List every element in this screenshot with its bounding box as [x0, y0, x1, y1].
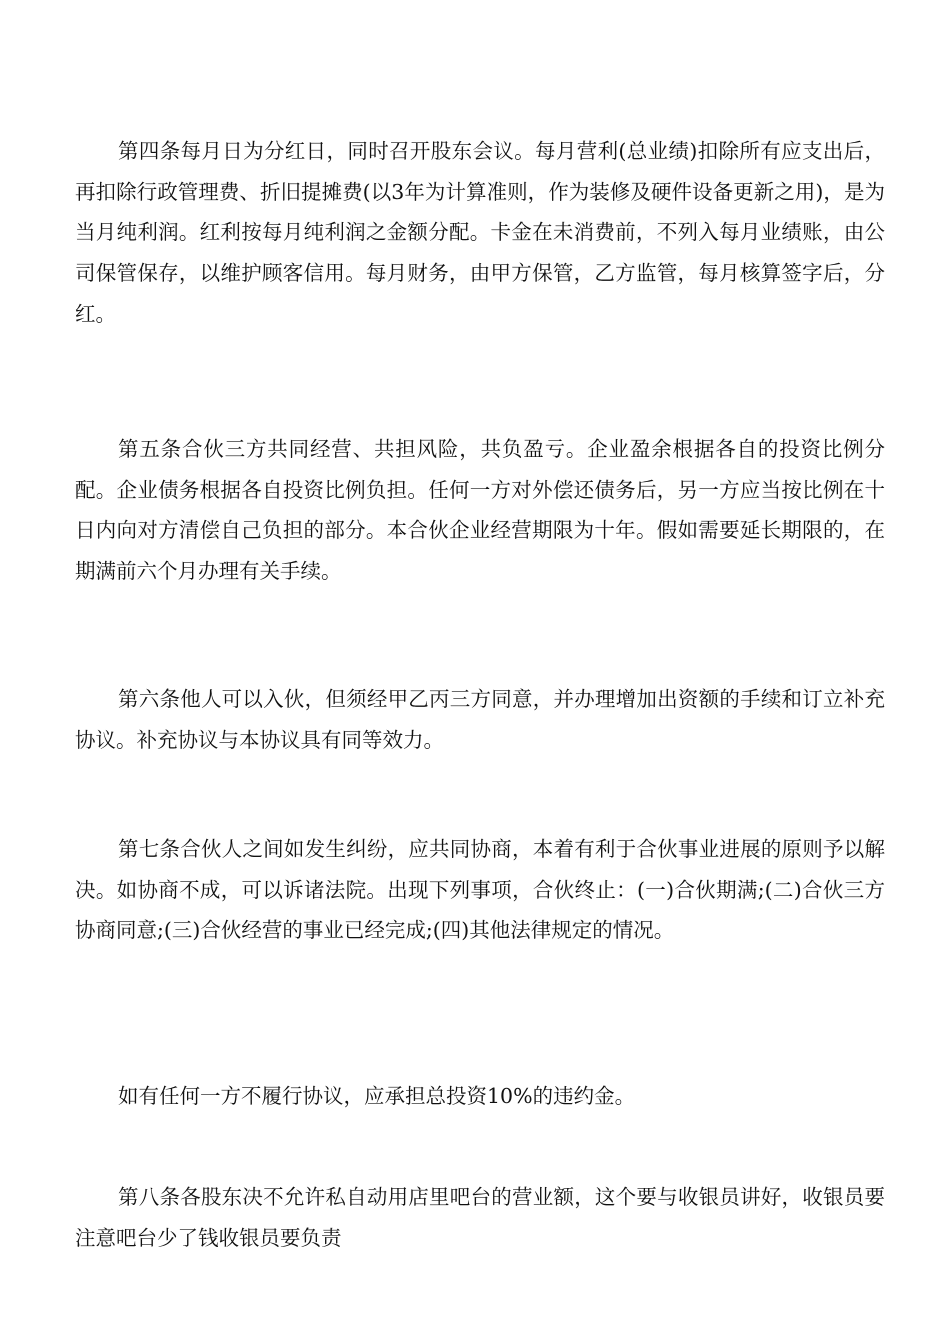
article-7-paragraph: 第七条合伙人之间如发生纠纷，应共同协商，本着有利于合伙事业进展的原则予以解决。如协商不成，可以诉诸法院。出现下列事项，合伙终止：(一)合伙期满;(二)合伙三方协商同意;(三)合伙经营的事业已经完成;(四)其他法律规定的情况。 — [75, 837, 885, 943]
article-8-paragraph: 第八条各股东决不允许私自动用店里吧台的营业额，这个要与收银员讲好，收银员要注意吧台少了钱收银员要负责 — [75, 1185, 885, 1250]
article-5-paragraph: 第五条合伙三方共同经营、共担风险，共负盈亏。企业盈余根据各自的投资比例分配。企业债务根据各自投资比例负担。任何一方对外偿还债务后，另一方应当按比例在十日内向对方清偿自己负担的部分。本合伙企业经营期限为十年。假如需要延长期限的，在期满前六个月办理有关手续。 — [75, 437, 885, 584]
article-6-paragraph: 第六条他人可以入伙，但须经甲乙丙三方同意，并办理增加出资额的手续和订立补充协议。补充协议与本协议具有同等效力。 — [75, 687, 885, 752]
article-4-paragraph: 第四条每月日为分红日，同时召开股东会议。每月营利(总业绩)扣除所有应支出后，再扣除行政管理费、折旧提摊费(以3年为计算准则，作为装修及硬件设备更新之用)，是为当月纯利润。红利按每月纯利润之金额分配。卡金在未消费前，不列入每月业绩账，由公司保管保存，以维护顾客信用。每月财务，由甲方保管，乙方监管，每月核算签字后，分红。 — [75, 139, 885, 326]
penalty-paragraph: 如有任何一方不履行协议，应承担总投资10%的违约金。 — [118, 1084, 636, 1108]
